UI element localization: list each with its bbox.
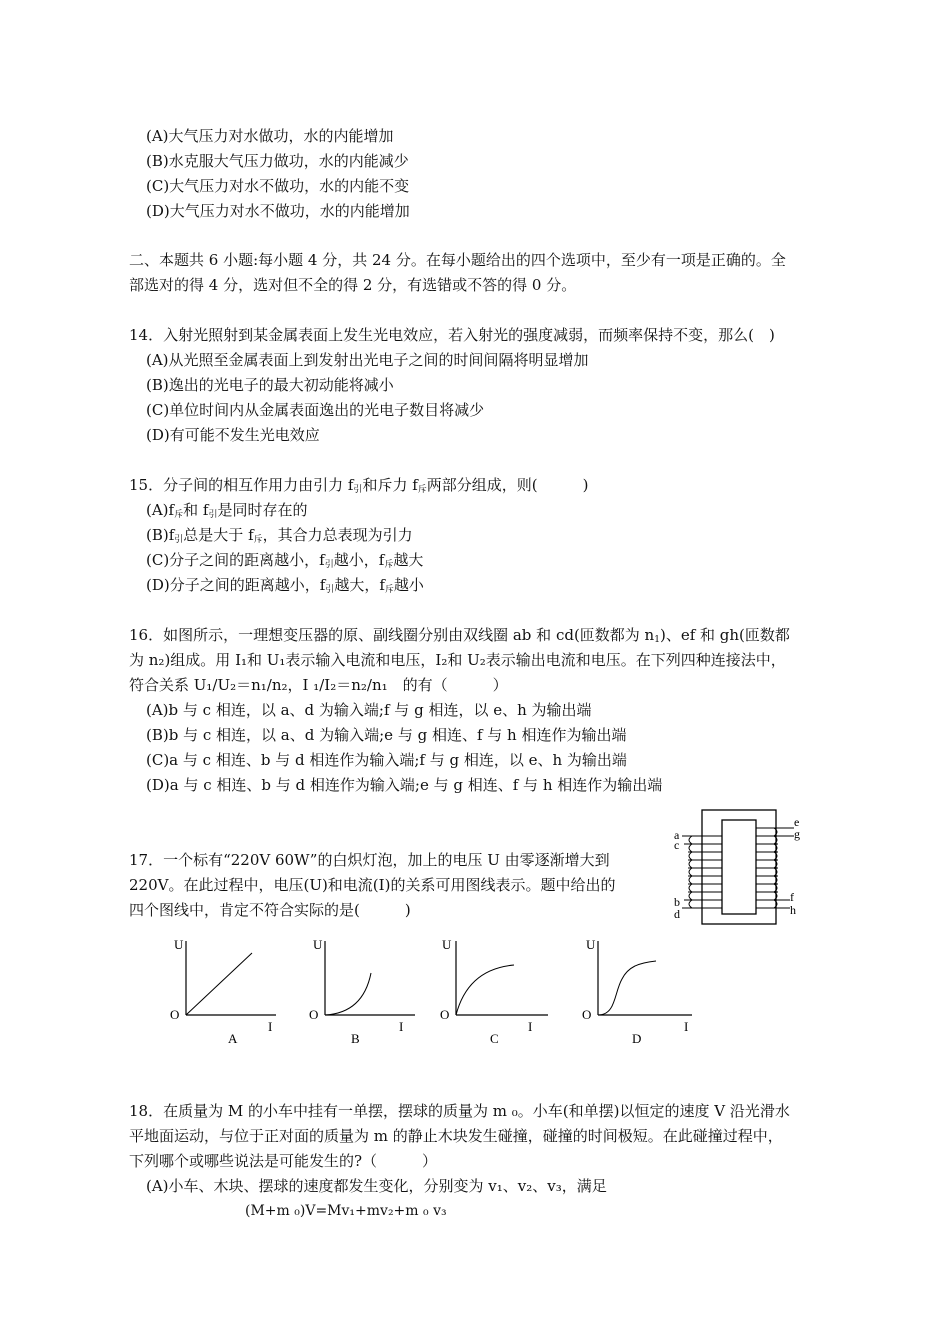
section-header-line2: 部选对的得 4 分，选对但不全的得 2 分，有选错或不答的得 0 分。	[129, 276, 577, 294]
q15-stem: 15．分子间的相互作用力由引力 $f_引$和斥力 $f_斥$两部分组成，则( )	[129, 476, 589, 495]
caption-c: C	[490, 1031, 499, 1046]
y-label: U	[313, 937, 323, 952]
x-label: I	[399, 1019, 404, 1034]
x-label: I	[268, 1019, 273, 1034]
q16-option-c: (C)a 与 c 相连、b 与 d 相连作为输入端;f 与 g 相连，以 e、h 为输出端	[146, 751, 627, 769]
caption-d: D	[632, 1031, 642, 1046]
q16-line1: 16．如图所示，一理想变压器的原、副线圈分别由双线圈 ab 和 cd(匝数都为 $n_1$)、ef 和 gh(匝数都	[129, 626, 790, 645]
caption-a: A	[228, 1031, 238, 1046]
q14-option-c: (C)单位时间内从金属表面逸出的光电子数目将减少	[146, 401, 485, 419]
label-c: c	[674, 838, 680, 852]
curve-c	[456, 965, 514, 1015]
section-header-line1: 二、本题共 6 小题:每小题 4 分，共 24 分。在每小题给出的四个选项中，至少有一项是正确的。全	[129, 251, 786, 269]
q15-option-d: (D)分子之间的距离越小，$f_引$越大，$f_斥$越小	[146, 576, 424, 595]
label-b: b	[674, 895, 680, 909]
q17-line1: 17．一个标有“220V 60W”的白炽灯泡，加上的电压 U 由零逐渐增大到	[129, 851, 610, 869]
q18-option-a: (A)小车、木块、摆球的速度都发生变化，分别变为 v₁、v₂、v₃，满足	[146, 1177, 607, 1195]
graph-b	[305, 933, 435, 1049]
q17-line2: 220V。在此过程中，电压(U)和电流(I)的关系可用图线表示。题中给出的	[129, 876, 616, 894]
graph-a	[166, 933, 296, 1049]
q15-option-b: $(B)f_引$总是大于 $f_斥$，其合力总表现为引力	[146, 526, 413, 545]
q14-option-d: (D)有可能不发生光电效应	[146, 426, 320, 444]
q18-line3: 下列哪个或哪些说法是可能发生的?（ ）	[129, 1152, 438, 1170]
q13-option-a: (A)大气压力对水做功，水的内能增加	[146, 127, 394, 145]
q14-option-b: (B)逸出的光电子的最大初动能将减小	[146, 376, 394, 394]
label-a: a	[674, 828, 680, 842]
q18-line1: 18．在质量为 M 的小车中挂有一单摆，摆球的质量为 m ₀。小车(和单摆)以恒定的速度 V 沿光滑水	[129, 1102, 790, 1120]
q13-option-c: (C)大气压力对水不做功，水的内能不变	[146, 177, 410, 195]
curve-a	[186, 953, 252, 1015]
q16-line3: 符合关系 U₁/U₂＝n₁/n₂，I ₁/I₂＝n₂/n₁ 的有（ ）	[129, 676, 508, 694]
caption-b: B	[351, 1031, 360, 1046]
y-label: U	[442, 937, 452, 952]
q16-line2: 为 n₂)组成。用 I₁和 U₁表示输入电流和电压，I₂和 U₂表示输出电流和电压。在下列四种连接法中，	[129, 651, 786, 669]
origin-label: O	[440, 1007, 450, 1022]
y-label: U	[586, 937, 596, 952]
label-h: h	[790, 903, 796, 917]
q17-line3: 四个图线中，肯定不符合实际的是( )	[129, 901, 411, 919]
q18-line2: 平地面运动，与位于正对面的质量为 m 的静止木块发生碰撞，碰撞的时间极短。在此碰撞过程中，	[129, 1127, 783, 1145]
origin-label: O	[309, 1007, 319, 1022]
q14-option-a: (A)从光照至金属表面上到发射出光电子之间的时间间隔将明显增加	[146, 351, 589, 369]
q16-option-d: (D)a 与 c 相连、b 与 d 相连作为输入端;e 与 g 相连、f 与 h 相连作为输出端	[146, 776, 663, 794]
y-label: U	[174, 937, 184, 952]
graph-c	[430, 933, 560, 1049]
q13-option-b: (B)水克服大气压力做功，水的内能减少	[146, 152, 409, 170]
x-label: I	[684, 1019, 689, 1034]
curve-d	[598, 961, 656, 1015]
label-e: e	[794, 815, 800, 829]
q15-option-c: (C)分子之间的距离越小，$f_引$越小，$f_斥$越大	[146, 551, 424, 570]
q18-formula: (M+m ₀)V=Mv₁+mv₂+m ₀ v₃	[245, 1203, 447, 1219]
label-f: f	[790, 890, 794, 904]
label-d: d	[674, 907, 680, 921]
q13-option-d: (D)大气压力对水不做功，水的内能增加	[146, 202, 410, 220]
q14-stem: 14．入射光照射到某金属表面上发生光电效应，若入射光的强度减弱，而频率保持不变，那么( )	[129, 326, 775, 344]
origin-label: O	[582, 1007, 592, 1022]
curve-b	[325, 973, 371, 1015]
q16-option-b: (B)b 与 c 相连，以 a、d 为输入端;e 与 g 相连、f 与 h 相连作为输出端	[146, 726, 627, 744]
graph-d	[576, 933, 706, 1049]
q15-option-a: $(A)f_斥$和 $f_引$是同时存在的	[146, 501, 308, 520]
label-g: g	[794, 827, 800, 841]
origin-label: O	[170, 1007, 180, 1022]
x-label: I	[528, 1019, 533, 1034]
transformer-figure	[670, 806, 810, 930]
q16-option-a: (A)b 与 c 相连，以 a、d 为输入端;f 与 g 相连，以 e、h 为输出端	[146, 701, 592, 719]
